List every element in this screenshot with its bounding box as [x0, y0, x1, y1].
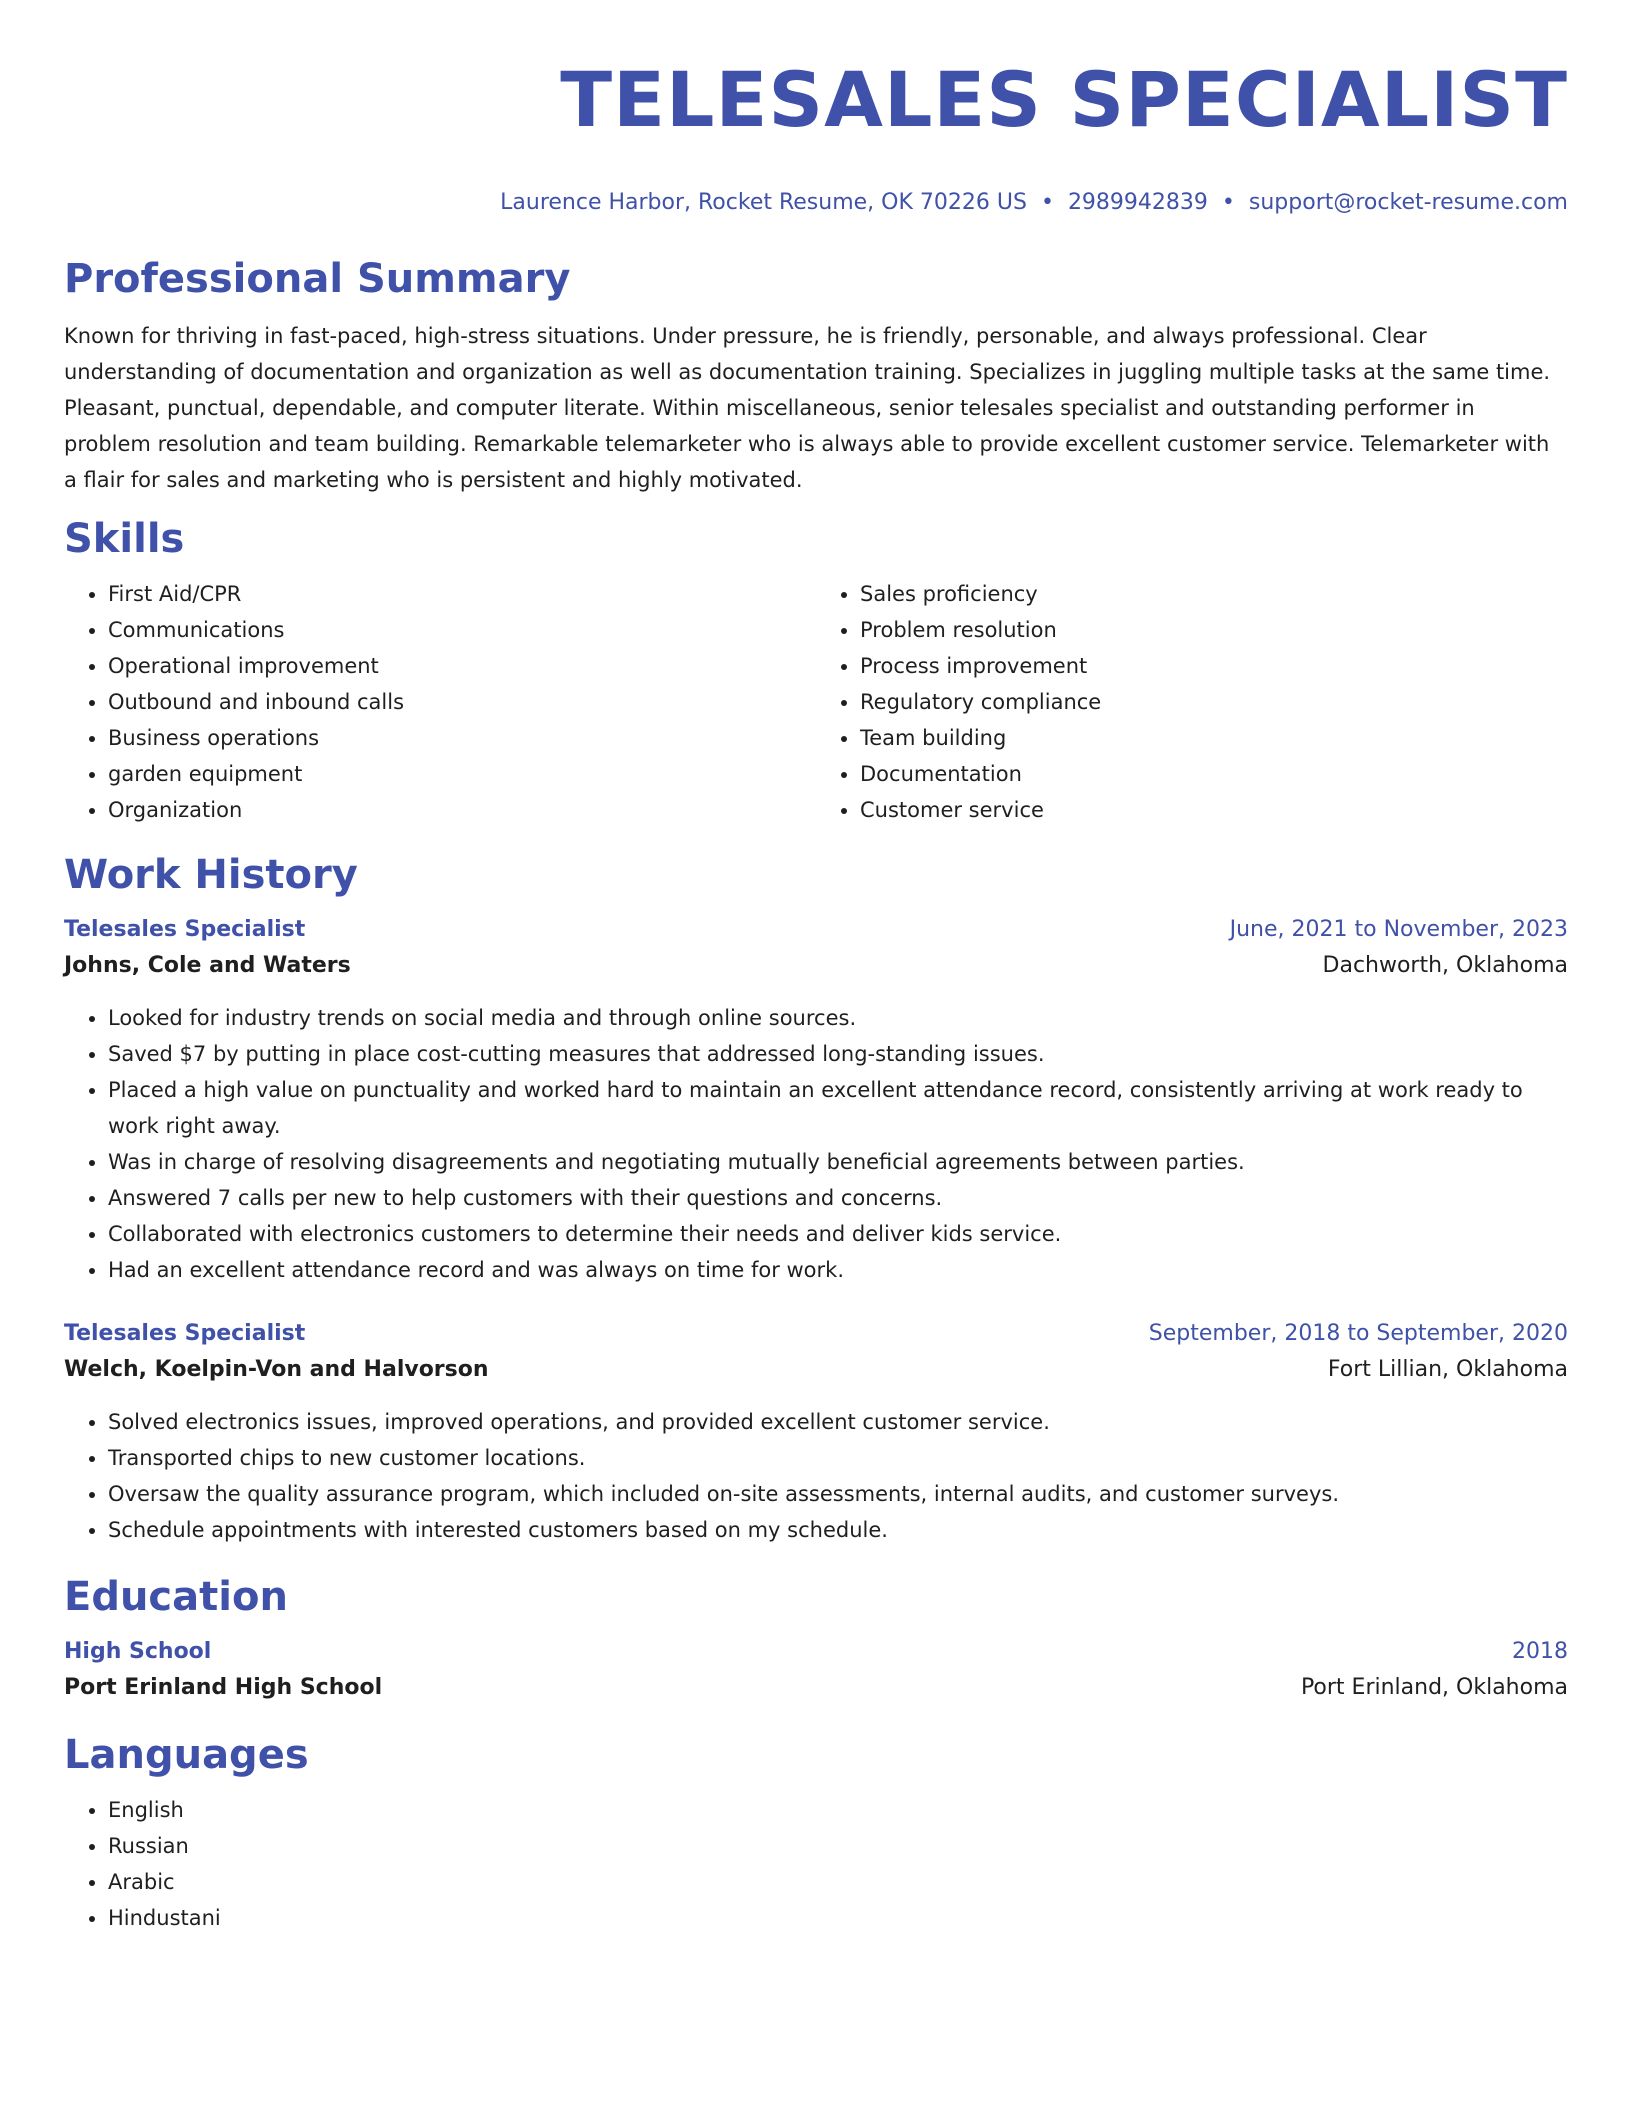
summary-text: Known for thriving in fast-paced, high-stress situations. Under pressure, he is friendly, personable, and always professional. Clear understanding of documentation and organization as well as documentation training. Specializes in juggling multiple tasks at the same time. Pleasant, punctual, dependable, and computer literate. Within miscellaneous, senior telesales specialist and outstanding performer in problem resolution and team building. Remarkable telemarketer who is always able to provide excellent customer service. Telemarketer with a flair for sales and marketing who is persistent and highly motivated. — [64, 324, 1551, 492]
resume-name: TELESALES SPECIALIST — [560, 55, 1568, 144]
skill-item: • Organization — [108, 792, 816, 828]
language-item: • Arabic — [108, 1864, 1568, 1900]
skills-heading: Skills — [64, 516, 185, 562]
education-heading: Education — [64, 1574, 288, 1620]
contact-line — [64, 188, 1568, 218]
skill-item: • Sales proficiency — [860, 576, 1568, 612]
job-duty: • Looked for industry trends on social media and through online sources. — [108, 1000, 1568, 1036]
job-entry — [64, 1316, 1568, 1548]
job-duty: • Saved $7 by putting in place cost-cutting measures that addressed long-standing issues. — [108, 1036, 1568, 1072]
skill-item: • Communications — [108, 612, 816, 648]
skills-list — [64, 576, 1568, 828]
contact-separator: • — [1040, 190, 1054, 215]
job-duty: • Schedule appointments with interested customers based on my schedule. — [108, 1512, 1568, 1548]
job-duty: • Collaborated with electronics customers to determine their needs and deliver kids service. — [108, 1216, 1568, 1252]
skill-item: • Operational improvement — [108, 648, 816, 684]
skill-item: • Problem resolution — [860, 612, 1568, 648]
job-location: Fort Lillian, Oklahoma — [1327, 1357, 1568, 1382]
job-duties — [64, 1404, 1568, 1548]
education-degree: High School — [64, 1639, 212, 1664]
contact-email: support@rocket-resume.com — [1248, 190, 1568, 215]
job-header — [64, 1316, 1568, 1352]
job-duty: • Had an excellent attendance record and was always on time for work. — [108, 1252, 1568, 1288]
skill-item: • Outbound and inbound calls — [108, 684, 816, 720]
contact-address: Laurence Harbor, Rocket Resume, OK 70226 US — [500, 190, 1027, 215]
skill-item: • Process improvement — [860, 648, 1568, 684]
languages-heading: Languages — [64, 1732, 309, 1778]
education-entry — [64, 1634, 1568, 1706]
job-duty: • Solved electronics issues, improved operations, and provided excellent customer service. — [108, 1404, 1568, 1440]
language-item: • Hindustani — [108, 1900, 1568, 1936]
skills-right-column — [816, 576, 1568, 828]
job-duty: • Answered 7 calls per new to help customers with their questions and concerns. — [108, 1180, 1568, 1216]
job-dates: September, 2018 to September, 2020 — [1148, 1321, 1568, 1346]
education-year: 2018 — [1512, 1639, 1568, 1664]
skill-item: • garden equipment — [108, 756, 816, 792]
job-duty: • Was in charge of resolving disagreements and negotiating mutually beneficial agreements between parties. — [108, 1144, 1568, 1180]
skill-item: • Regulatory compliance — [860, 684, 1568, 720]
education-school: Port Erinland High School — [64, 1675, 383, 1700]
job-subheader — [64, 948, 1568, 984]
job-title: Telesales Specialist — [64, 1321, 306, 1346]
job-duties — [64, 1000, 1568, 1288]
languages-list — [64, 1792, 1568, 1936]
job-title: Telesales Specialist — [64, 917, 306, 942]
summary-heading: Professional Summary — [64, 256, 571, 302]
language-item: • Russian — [108, 1828, 1568, 1864]
job-subheader — [64, 1352, 1568, 1388]
skill-item: • Documentation — [860, 756, 1568, 792]
job-entry — [64, 912, 1568, 1288]
work-history-heading: Work History — [64, 852, 358, 898]
job-duty: • Placed a high value on punctuality and worked hard to maintain an excellent attendance record, consistently arriving at work ready to work right away. — [108, 1072, 1568, 1144]
skill-item: • Team building — [860, 720, 1568, 756]
education-header — [64, 1634, 1568, 1670]
skill-item: • First Aid/CPR — [108, 576, 816, 612]
job-duty: • Oversaw the quality assurance program, which included on-site assessments, internal audits, and customer surveys. — [108, 1476, 1568, 1512]
language-item: • English — [108, 1792, 1568, 1828]
contact-separator: • — [1221, 190, 1235, 215]
job-dates: June, 2021 to November, 2023 — [1229, 917, 1568, 942]
job-company: Johns, Cole and Waters — [64, 953, 351, 978]
education-location: Port Erinland, Oklahoma — [1300, 1675, 1568, 1700]
job-duty: • Transported chips to new customer locations. — [108, 1440, 1568, 1476]
skill-item: • Business operations — [108, 720, 816, 756]
education-subheader — [64, 1670, 1568, 1706]
skill-item: • Customer service — [860, 792, 1568, 828]
job-location: Dachworth, Oklahoma — [1322, 953, 1568, 978]
contact-phone: 2989942839 — [1067, 190, 1208, 215]
job-company: Welch, Koelpin-Von and Halvorson — [64, 1357, 489, 1382]
skills-left-column — [64, 576, 816, 828]
job-header — [64, 912, 1568, 948]
